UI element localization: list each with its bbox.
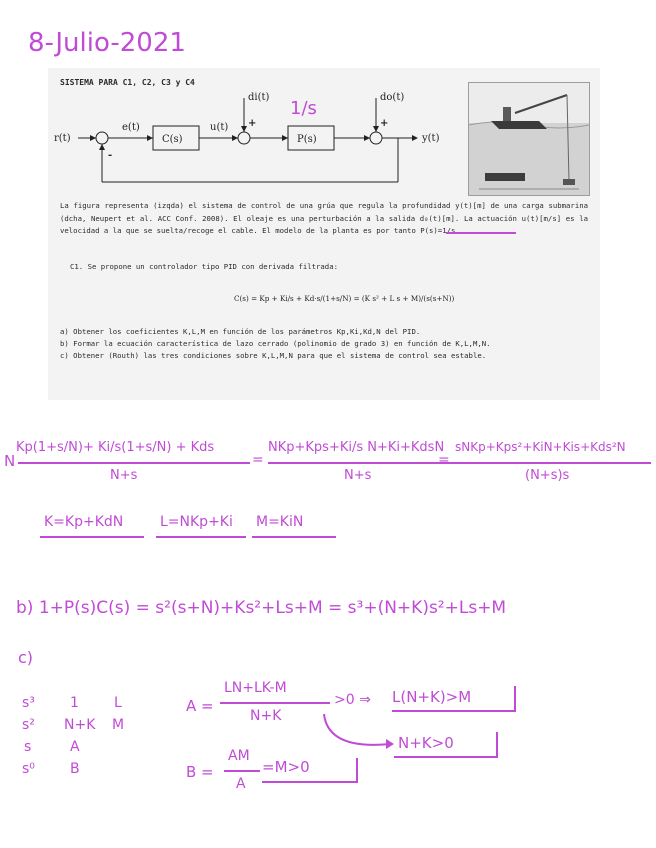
output-label: y(t) [422, 133, 440, 144]
summing-junction-3 [370, 132, 382, 144]
summing-junction-2 [238, 132, 250, 144]
part-c-label: c) [18, 648, 34, 667]
routh-cell-s1-c1: A [70, 739, 80, 755]
k-definition: K=Kp+KdN [44, 514, 124, 530]
plus-sign-1: + [248, 118, 257, 129]
eq-equals-2: = [438, 452, 450, 468]
exercise-document [48, 68, 600, 400]
date-note: 8-Julio-2021 [28, 28, 186, 58]
pid-formula: C(s) = Kp + Ki/s + Kd·s/(1+s/N) = (K s² + L s + M)/(s(s+N)) [234, 294, 455, 303]
eq-mid-denominator: N+s [344, 468, 372, 483]
b-denominator: A [236, 776, 246, 792]
error-label: e(t) [122, 122, 140, 133]
routh-cell-s3-c1: 1 [70, 695, 79, 711]
control-signal-label: u(t) [210, 122, 229, 133]
routh-cell-s2-c2: M [112, 717, 125, 733]
nk-underline [394, 756, 498, 758]
item-b: b) Formar la ecuación característica de lazo cerrado (polinomio de grado 3) en función de K,L,M,N. [60, 339, 491, 348]
eq-left-denominator: N+s [110, 468, 138, 483]
input-disturbance-label: di(t) [248, 92, 270, 103]
controller-label: C(s) [162, 134, 183, 145]
part-b-equation: b) 1+P(s)C(s) = s²(s+N)+Ks²+Ls+M = s³+(N+K)s²+Ls+M [16, 598, 507, 618]
routh-cell-s0-c1: B [70, 761, 80, 777]
b-result-box-side [356, 758, 358, 782]
crane-photo [468, 82, 590, 196]
eq-mid-numerator: NKp+Kps+Ki/s N+Ki+KdsN [268, 440, 445, 455]
a-condition: >0 ⇒ [334, 692, 371, 708]
b-fraction-bar [224, 770, 260, 772]
a-fraction-bar [220, 702, 330, 704]
block-diagram [48, 86, 458, 206]
question-c1: C1. Se propone un controlador tipo PID con derivada filtrada: [70, 262, 338, 271]
input-label: r(t) [54, 133, 71, 144]
routh-cell-s2-c1: N+K [64, 717, 96, 733]
m-underline [252, 536, 336, 538]
problem-description: La figura representa (izqda) el sistema de control de una grúa que regula la profundidad y(t)[m] de una carga submarina (dcha, Neupert et al. ACC Conf. 2008). El oleaje es una perturbación a la salida d₀(t)[m]. La actuación u(t)[m/s] es la velocidad a la que se suelta/recoge el cable. El modelo de la planta es por tanto P(s)=1/s. [60, 201, 588, 235]
plant-note: 1/s [290, 98, 317, 119]
a-result-underline [392, 710, 516, 712]
plant-label: P(s) [297, 134, 317, 145]
l-underline [156, 536, 246, 538]
document-heading: SISTEMA PARA C1, C2, C3 y C4 [60, 78, 195, 87]
crane-illustration [469, 83, 589, 195]
a-result-box-side [514, 686, 516, 710]
a-numerator: LN+LK-M [224, 680, 287, 696]
plant-underline [446, 232, 516, 234]
output-disturbance-label: do(t) [380, 92, 405, 103]
eq-right-fraction-bar [455, 462, 651, 464]
a-lhs: A = [186, 697, 214, 715]
eq-mid-fraction-bar [268, 462, 458, 464]
a-denominator: N+K [250, 708, 282, 724]
l-definition: L=NKp+Ki [160, 514, 233, 530]
item-c: c) Obtener (Routh) las tres condiciones sobre K,L,M,N para que el sistema de control sea estable. [60, 351, 487, 360]
b-lhs: B = [186, 763, 214, 781]
eq-right-denominator: (N+s)s [525, 468, 570, 483]
routh-label-s2: s² [22, 717, 35, 733]
eq-equals-1: = [252, 452, 264, 468]
a-result: L(N+K)>M [392, 688, 472, 706]
item-a: a) Obtener los coeficientes K,L,M en función de los parámetros Kp,Ki,Kd,N del PID. [60, 327, 421, 336]
routh-label-s0: s⁰ [22, 761, 35, 777]
eq-right-numerator: sNKp+Kps²+KiN+Kis+Kds²N [455, 440, 626, 454]
b-result-underline [262, 781, 358, 783]
b-numerator: AM [228, 748, 250, 764]
k-underline [40, 536, 144, 538]
routh-label-s3: s³ [22, 695, 35, 711]
eq-prefix: N [4, 452, 16, 470]
eq-left-numerator: Kp(1+s/N)+ Ki/s(1+s/N) + Kds [16, 440, 215, 455]
b-result: =M>0 [262, 758, 310, 776]
routh-cell-s3-c2: L [114, 695, 122, 711]
plus-sign-2: + [380, 118, 389, 129]
question-items [60, 326, 588, 362]
nk-box-side [496, 732, 498, 756]
eq-left-fraction-bar [18, 462, 250, 464]
arrow-to-nk [318, 712, 398, 762]
routh-label-s1: s [24, 739, 32, 755]
nk-result: N+K>0 [398, 734, 454, 752]
m-definition: M=KiN [256, 514, 304, 530]
summing-junction-1 [96, 132, 108, 144]
minus-sign: - [108, 150, 113, 161]
